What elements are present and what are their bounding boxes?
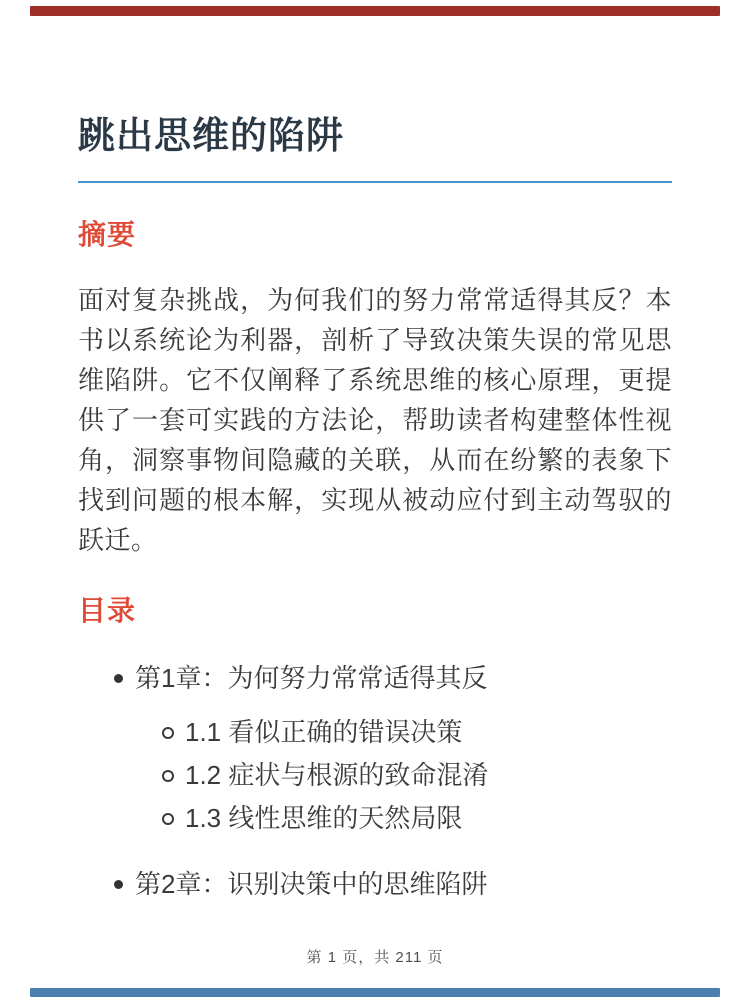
filled-bullet-icon	[114, 880, 123, 889]
toc-section-1-2	[78, 761, 672, 789]
toc-section-1-2-label: 1.2 症状与根源的致命混淆	[185, 760, 489, 790]
toc-chapter-1	[78, 664, 672, 692]
bottom-accent-bar	[30, 988, 720, 997]
toc-list	[78, 664, 672, 898]
page-title: 跳出思维的陷阱	[78, 115, 344, 156]
filled-bullet-icon	[114, 674, 123, 683]
page-content	[78, 0, 672, 898]
toc-sections-list	[78, 718, 672, 832]
toc-section-1-3-label: 1.3 线性思维的天然局限	[185, 803, 463, 833]
toc-chapter-1-sections-wrap	[78, 718, 672, 832]
hollow-bullet-icon	[162, 770, 174, 782]
hollow-bullet-icon	[162, 727, 174, 739]
page-number-footer: 第 1 页，共 211 页	[306, 949, 444, 966]
toc-chapter-2	[78, 870, 672, 898]
title-underline-rule	[78, 181, 672, 183]
abstract-paragraph: 面对复杂挑战，为何我们的努力常常适得其反？本书以系统论为利器，剖析了导致决策失误的常见思维陷阱。它不仅阐释了系统思维的核心原理，更提供了一套可实践的方法论，帮助读者构建整体性视角，洞察事物间隐藏的关联，从而在纷繁的表象下找到问题的根本解，实现从被动应付到主动驾驭的跃迁。	[78, 285, 672, 555]
abstract-heading: 摘要	[78, 219, 137, 250]
toc-section-1-1	[78, 718, 672, 746]
toc-chapter-2-label: 第2章：识别决策中的思维陷阱	[135, 869, 488, 899]
toc-chapter-1-label: 第1章：为何努力常常适得其反	[135, 663, 488, 693]
toc-section-1-1-label: 1.1 看似正确的错误决策	[185, 717, 463, 747]
toc-section-1-3	[78, 804, 672, 832]
hollow-bullet-icon	[162, 813, 174, 825]
toc-heading: 目录	[78, 595, 137, 626]
